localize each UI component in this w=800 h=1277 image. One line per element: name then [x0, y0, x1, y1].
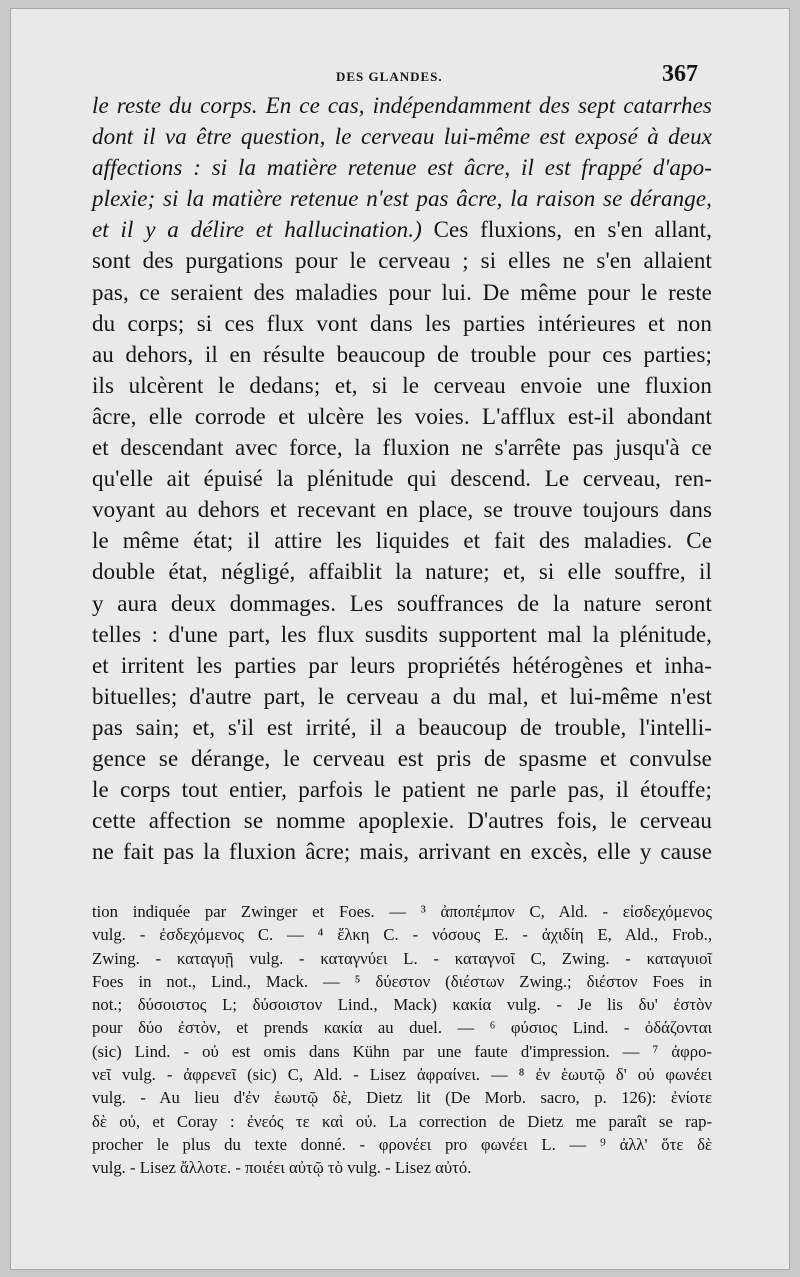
body-line: pas sain; et, s'il est irrité, il a beaucoup de trouble, l'intelli-	[92, 714, 712, 740]
footnote-line: (sic) Lind. - οὐ est omis dans Kühn par une faute d'impression. — ⁷ ἀφρο-	[92, 1041, 712, 1061]
body-line: âcre, elle corrode et ulcère les voies. L'afflux est-il abondant	[92, 403, 712, 429]
body-line: pas, ce seraient des maladies pour lui. De même pour le reste	[92, 279, 712, 305]
body-line: gence se dérange, le cerveau est pris de spasme et convulse	[92, 745, 712, 771]
footnote-line: not.; δύσοιστος L; δύσοιστον Lind., Mack) κακία vulg. - Je lis δυ' ἐστὸν	[92, 995, 712, 1015]
body-line: au dehors, il en résulte beaucoup de trouble pour ces parties;	[92, 341, 712, 367]
body-line: double état, négligé, affaiblit la nature; et, si elle souffre, il	[92, 559, 712, 585]
body-line: le reste du corps. En ce cas, indépendamment des sept catarrhes	[92, 93, 712, 118]
body-line: et descendant avec force, la fluxion ne s'arrête pas jusqu'à ce	[92, 435, 712, 461]
footnotes	[92, 900, 712, 1180]
body-line: sont des purgations pour le cerveau ; si elles ne s'en allaient	[92, 248, 712, 274]
page-number: 367	[662, 61, 698, 87]
footnote-line: procher le plus du texte donné. - φρονέει pro φωνέει L. — ⁹ ἀλλ' ὅτε δὲ	[92, 1134, 712, 1154]
body-line: qu'elle ait épuisé la plénitude qui descend. Le cerveau, ren-	[92, 466, 712, 492]
footnote-line: vulg. - ἐσδεχόμενος C. — ⁴ ἕλκη C. - νόσους E. - ἀχιδίη E, Ald., Frob.,	[92, 925, 712, 945]
body-line: le même état; il attire les liquides et fait des maladies. Ce	[92, 528, 712, 554]
body-line	[92, 214, 712, 245]
footnote-line: vulg. - Au lieu d'ἐν ἑωυτῷ δὲ, Dietz lit (De Morb. sacro, p. 126): ἐνίοτε	[92, 1088, 712, 1108]
footnote-line: δὲ οὐ, et Coray : ἐνεός τε καὶ οὐ. La correction de Dietz me paraît se rap-	[92, 1111, 712, 1131]
body-line: y aura deux dommages. Les souffrances de la nature seront	[92, 590, 712, 616]
body-line: bituelles; d'autre part, le cerveau a du mal, et lui-même n'est	[92, 683, 712, 709]
body-line: voyant au dehors et recevant en place, se trouve toujours dans	[92, 497, 712, 523]
body-line: dont il va être question, le cerveau lui-même est exposé à deux	[92, 124, 712, 150]
running-head: DES GLANDES.	[336, 69, 443, 84]
body-line: ne fait pas la fluxion âcre; mais, arrivant en excès, elle y cause	[92, 839, 712, 865]
body-line: plexie; si la matière retenue n'est pas âcre, la raison se dérange,	[92, 186, 712, 212]
footnote-line: Foes in not., Lind., Mack. — ⁵ δύεστον (διέστων Zwing.; διέστον Foes in	[92, 971, 712, 991]
body-line: cette affection se nomme apoplexie. D'autres fois, le cerveau	[92, 808, 712, 834]
body-line: le corps tout entier, parfois le patient ne parle pas, il étouffe;	[92, 777, 712, 803]
body-line-italic-part: et il y a délire et hallucination.)	[92, 217, 422, 243]
body-line: ils ulcèrent le dedans; et, si le cerveau envoie une fluxion	[92, 372, 712, 398]
main-text	[92, 90, 712, 867]
footnote-line: tion indiquée par Zwinger et Foes. — ³ ἀποπέμπον C, Ald. - εἰσδεχόμενος	[92, 902, 712, 921]
body-line: affections : si la matière retenue est âcre, il est frappé d'apo-	[92, 155, 712, 181]
body-line-roman-part: Ces fluxions, en s'en allant,	[421, 217, 712, 243]
book-page	[10, 8, 790, 1270]
footnote-line: vulg. - Lisez ἄλλοτε. - ποιέει αὐτῷ τὸ vulg. - Lisez αὐτό.	[92, 1158, 472, 1178]
body-line: et irritent les parties par leurs propriétés hétérogènes et inha-	[92, 652, 712, 678]
footnote-line: pour δύο ἐστὸν, et prends κακία au duel. — ⁶ φύσιος Lind. - ὀδάζονται	[92, 1018, 712, 1038]
page-header	[10, 63, 790, 91]
body-line: telles : d'une part, les flux susdits supportent mal la plénitude,	[92, 621, 712, 647]
footnote-line: Zwing. - καταγυῇ vulg. - καταγνύει L. - καταγνοῖ C, Zwing. - καταγυιοῖ	[92, 948, 712, 968]
body-line: du corps; si ces flux vont dans les parties intérieures et non	[92, 310, 712, 336]
footnote-line: νεῖ vulg. - ἀφρενεῖ (sic) C, Ald. - Lisez ἀφραίνει. — ⁸ ἐν ἑωυτῷ δ' οὐ φωνέει	[92, 1065, 712, 1085]
